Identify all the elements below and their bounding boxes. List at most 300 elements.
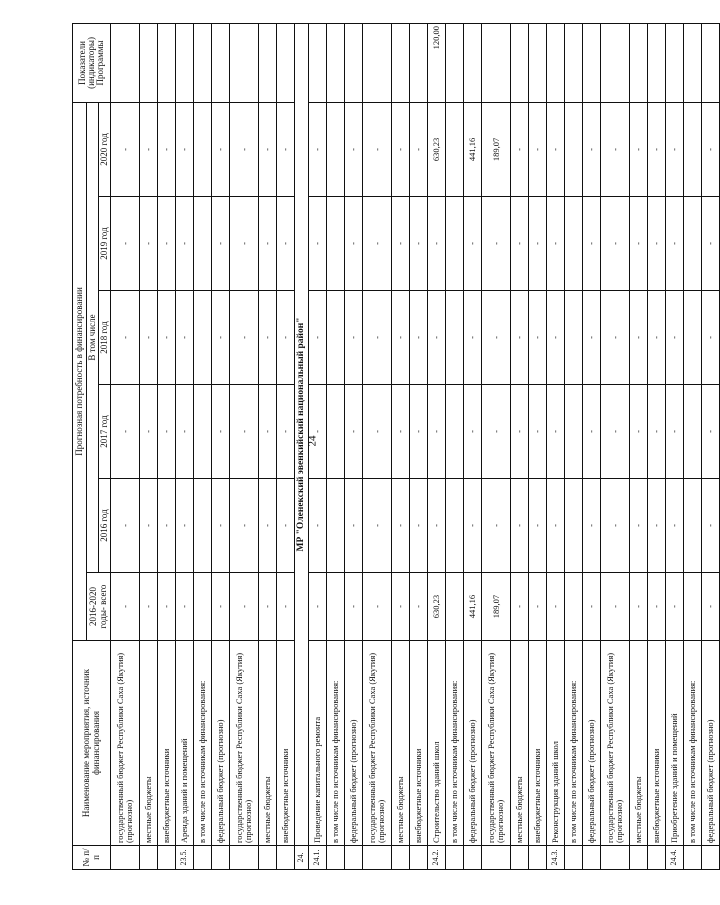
row-name: Реконструкция зданий школ	[547, 641, 565, 846]
cell-2016: -	[428, 479, 446, 573]
cell-total: -	[277, 573, 295, 641]
cell-total: -	[212, 573, 230, 641]
row-number	[259, 846, 277, 870]
row-name: внебюджетные источники	[410, 641, 428, 846]
header-year: 2016 год	[99, 479, 111, 573]
section-title: МР "Оленекский эвенкийский национальный район"	[295, 23, 309, 845]
cell-2016	[194, 479, 212, 573]
cell-2020	[684, 102, 702, 196]
cell-2017: -	[212, 385, 230, 479]
cell-2017: -	[583, 385, 601, 479]
cell-2018: -	[309, 291, 327, 385]
cell-total: 441,16	[464, 573, 482, 641]
cell-2018: -	[259, 291, 277, 385]
row-number: 23.5.	[176, 846, 194, 870]
cell-2016: -	[702, 479, 720, 573]
cell-2019: -	[648, 197, 666, 291]
cell-total: -	[140, 573, 158, 641]
cell-2016: -	[511, 479, 529, 573]
cell-indicator	[648, 23, 666, 102]
cell-2020: -	[230, 102, 259, 196]
cell-indicator	[565, 23, 583, 102]
header-year: 2017 год	[99, 385, 111, 479]
cell-2016: -	[648, 479, 666, 573]
table-row	[648, 23, 666, 869]
header-total-top: 2016-2020	[88, 587, 99, 626]
row-number	[482, 846, 511, 870]
cell-2020	[194, 102, 212, 196]
row-number: 24.2.	[428, 846, 446, 870]
header-year: 2020 год	[99, 102, 111, 196]
cell-2017: -	[601, 385, 630, 479]
table-row	[482, 23, 511, 869]
cell-2016: -	[666, 479, 684, 573]
row-number	[212, 846, 230, 870]
cell-2017: -	[482, 385, 511, 479]
row-name: государственный бюджет Республики Саха (Якутия) (прогнозно)	[363, 641, 392, 846]
row-number	[529, 846, 547, 870]
cell-2017: -	[630, 385, 648, 479]
cell-2019: -	[176, 197, 194, 291]
cell-2016: -	[410, 479, 428, 573]
cell-2016	[327, 479, 345, 573]
table-row	[111, 23, 140, 869]
cell-2017: -	[547, 385, 565, 479]
cell-2016: -	[277, 479, 295, 573]
cell-2020: -	[547, 102, 565, 196]
cell-2017	[684, 385, 702, 479]
cell-2017: -	[648, 385, 666, 479]
cell-2019: -	[212, 197, 230, 291]
cell-2020: -	[702, 102, 720, 196]
cell-indicator	[309, 23, 327, 102]
cell-2017: -	[277, 385, 295, 479]
cell-2019	[565, 197, 583, 291]
cell-indicator	[212, 23, 230, 102]
cell-indicator	[547, 23, 565, 102]
cell-total: 189,07	[482, 573, 511, 641]
cell-total: -	[511, 573, 529, 641]
row-name: в том числе по источникам финансирования:	[684, 641, 702, 846]
cell-2020: -	[511, 102, 529, 196]
table-row	[666, 23, 684, 869]
row-number	[702, 846, 720, 870]
cell-2017: -	[529, 385, 547, 479]
row-number	[583, 846, 601, 870]
cell-2020: -	[345, 102, 363, 196]
cell-2018: -	[702, 291, 720, 385]
cell-indicator	[230, 23, 259, 102]
cell-2020: -	[363, 102, 392, 196]
cell-indicator	[529, 23, 547, 102]
cell-2019: -	[259, 197, 277, 291]
cell-total: -	[309, 573, 327, 641]
table-row	[327, 23, 345, 869]
row-number	[363, 846, 392, 870]
cell-2020: 189,07	[482, 102, 511, 196]
section-row	[295, 23, 309, 869]
cell-2018: -	[583, 291, 601, 385]
cell-2019: -	[309, 197, 327, 291]
cell-total: -	[392, 573, 410, 641]
cell-2018	[327, 291, 345, 385]
row-name: федеральный бюджет (прогнозно)	[583, 641, 601, 846]
cell-2016: -	[464, 479, 482, 573]
cell-indicator: 120,00	[428, 23, 446, 102]
header-year: 2018 год	[99, 291, 111, 385]
row-number	[230, 846, 259, 870]
cell-2020: -	[392, 102, 410, 196]
cell-total: -	[176, 573, 194, 641]
cell-total: -	[630, 573, 648, 641]
cell-2019: -	[702, 197, 720, 291]
cell-2018: -	[111, 291, 140, 385]
table-row	[601, 23, 630, 869]
cell-2020: 630,23	[428, 102, 446, 196]
table-row	[392, 23, 410, 869]
cell-2016: -	[482, 479, 511, 573]
cell-total: -	[345, 573, 363, 641]
cell-total: -	[583, 573, 601, 641]
cell-2016: -	[111, 479, 140, 573]
row-number	[277, 846, 295, 870]
cell-2016: -	[363, 479, 392, 573]
cell-2016: -	[529, 479, 547, 573]
cell-2020: -	[176, 102, 194, 196]
cell-2017: -	[392, 385, 410, 479]
cell-2017: -	[259, 385, 277, 479]
cell-total: -	[363, 573, 392, 641]
cell-2020	[565, 102, 583, 196]
row-number	[511, 846, 529, 870]
row-number	[630, 846, 648, 870]
cell-2016: -	[176, 479, 194, 573]
cell-2018: -	[482, 291, 511, 385]
table-row	[446, 23, 464, 869]
cell-indicator	[259, 23, 277, 102]
cell-2018: -	[529, 291, 547, 385]
cell-2019: -	[529, 197, 547, 291]
rotated-page-content	[72, 24, 716, 870]
cell-2016	[446, 479, 464, 573]
row-name: государственный бюджет Республики Саха (Якутия) (прогнозно)	[482, 641, 511, 846]
cell-2017	[194, 385, 212, 479]
cell-2020: -	[259, 102, 277, 196]
header-indicators: Показатели (индикаторы) Программы	[73, 23, 111, 102]
header-incl: В том числе	[87, 102, 99, 572]
cell-2016: -	[345, 479, 363, 573]
cell-2016: -	[601, 479, 630, 573]
cell-indicator	[583, 23, 601, 102]
table-row	[363, 23, 392, 869]
cell-2019: -	[158, 197, 176, 291]
cell-2019: -	[410, 197, 428, 291]
cell-2017: -	[111, 385, 140, 479]
cell-total: -	[529, 573, 547, 641]
cell-2020	[327, 102, 345, 196]
cell-2019: -	[601, 197, 630, 291]
cell-indicator	[111, 23, 140, 102]
row-number	[158, 846, 176, 870]
table-row	[194, 23, 212, 869]
row-number: 24.	[295, 846, 309, 870]
cell-indicator	[327, 23, 345, 102]
table-row	[230, 23, 259, 869]
row-number	[345, 846, 363, 870]
cell-2017	[327, 385, 345, 479]
row-name: Приобретение зданий и помещений	[666, 641, 684, 846]
row-name: Аренда зданий и помещений	[176, 641, 194, 846]
cell-2020: -	[140, 102, 158, 196]
cell-2019: -	[482, 197, 511, 291]
row-name: в том числе по источникам финансирования:	[565, 641, 583, 846]
row-name: внебюджетные источники	[158, 641, 176, 846]
cell-2019: -	[583, 197, 601, 291]
cell-2016: -	[583, 479, 601, 573]
cell-2016	[684, 479, 702, 573]
header-year: 2019 год	[99, 197, 111, 291]
cell-2018: -	[277, 291, 295, 385]
cell-2017: -	[345, 385, 363, 479]
cell-2017: -	[309, 385, 327, 479]
cell-2016: -	[259, 479, 277, 573]
cell-2019: -	[630, 197, 648, 291]
cell-indicator	[702, 23, 720, 102]
cell-2020: -	[410, 102, 428, 196]
cell-total: 630,23	[428, 573, 446, 641]
cell-2017: -	[666, 385, 684, 479]
cell-2020: -	[529, 102, 547, 196]
table-row	[212, 23, 230, 869]
cell-total: -	[702, 573, 720, 641]
cell-2017: -	[428, 385, 446, 479]
header-num: № п/п	[73, 846, 111, 870]
cell-2018	[446, 291, 464, 385]
table-row	[565, 23, 583, 869]
cell-indicator	[684, 23, 702, 102]
cell-indicator	[176, 23, 194, 102]
cell-2016: -	[630, 479, 648, 573]
cell-2018: -	[428, 291, 446, 385]
cell-2018: -	[464, 291, 482, 385]
cell-2018: -	[363, 291, 392, 385]
table-row	[176, 23, 194, 869]
table-row	[140, 23, 158, 869]
cell-indicator	[277, 23, 295, 102]
cell-2017: -	[511, 385, 529, 479]
cell-total	[565, 573, 583, 641]
cell-total: -	[259, 573, 277, 641]
table-container	[72, 24, 716, 870]
cell-2019: -	[140, 197, 158, 291]
cell-indicator	[630, 23, 648, 102]
cell-2017	[446, 385, 464, 479]
row-name: государственный бюджет Республики Саха (Якутия) (прогнозно)	[111, 641, 140, 846]
row-name: Строительство зданий школ	[428, 641, 446, 846]
cell-total	[327, 573, 345, 641]
row-name: федеральный бюджет (прогнозно)	[464, 641, 482, 846]
cell-2020: -	[583, 102, 601, 196]
cell-2018	[684, 291, 702, 385]
row-name: местные бюджеты	[140, 641, 158, 846]
cell-2018: -	[212, 291, 230, 385]
cell-2018: -	[547, 291, 565, 385]
cell-2019: -	[230, 197, 259, 291]
cell-indicator	[446, 23, 464, 102]
cell-2020	[446, 102, 464, 196]
row-number	[194, 846, 212, 870]
cell-2018: -	[345, 291, 363, 385]
row-name: местные бюджеты	[511, 641, 529, 846]
table-row	[464, 23, 482, 869]
row-name: внебюджетные источники	[648, 641, 666, 846]
header-name: Наименование мероприятия, источник финансирования	[73, 641, 111, 846]
header-total-bottom: годы- всего	[97, 584, 108, 629]
cell-2018: -	[230, 291, 259, 385]
cell-indicator	[194, 23, 212, 102]
cell-total: -	[410, 573, 428, 641]
cell-2020: -	[111, 102, 140, 196]
cell-2019: -	[464, 197, 482, 291]
row-name: внебюджетные источники	[277, 641, 295, 846]
cell-2019	[327, 197, 345, 291]
cell-2018: -	[601, 291, 630, 385]
row-number	[684, 846, 702, 870]
cell-indicator	[392, 23, 410, 102]
cell-2017: -	[363, 385, 392, 479]
row-number	[565, 846, 583, 870]
cell-total: -	[648, 573, 666, 641]
funding-table	[72, 23, 720, 870]
cell-2016	[565, 479, 583, 573]
table-row	[702, 23, 720, 869]
table-row	[277, 23, 295, 869]
row-number	[464, 846, 482, 870]
row-name: государственный бюджет Республики Саха (Якутия) (прогнозно)	[601, 641, 630, 846]
cell-total	[446, 573, 464, 641]
row-number	[392, 846, 410, 870]
page-number: 24	[306, 435, 319, 447]
row-name: федеральный бюджет (прогнозно)	[702, 641, 720, 846]
row-number	[111, 846, 140, 870]
cell-2017: -	[176, 385, 194, 479]
cell-2019: -	[111, 197, 140, 291]
row-name: местные бюджеты	[259, 641, 277, 846]
table-row	[309, 23, 327, 869]
row-name: Проведение капитального ремонта	[309, 641, 327, 846]
cell-total: -	[158, 573, 176, 641]
header-total	[87, 573, 111, 641]
cell-2018: -	[176, 291, 194, 385]
table-row	[547, 23, 565, 869]
cell-2019: -	[345, 197, 363, 291]
cell-2016: -	[140, 479, 158, 573]
cell-total: -	[666, 573, 684, 641]
cell-total: -	[601, 573, 630, 641]
cell-indicator	[363, 23, 392, 102]
cell-2020: -	[212, 102, 230, 196]
cell-2018	[194, 291, 212, 385]
cell-2020: 441,16	[464, 102, 482, 196]
cell-2017: -	[410, 385, 428, 479]
row-name: местные бюджеты	[392, 641, 410, 846]
cell-total: -	[111, 573, 140, 641]
cell-2018: -	[511, 291, 529, 385]
cell-2019: -	[666, 197, 684, 291]
cell-2017: -	[464, 385, 482, 479]
cell-2020: -	[309, 102, 327, 196]
cell-2016: -	[309, 479, 327, 573]
row-name: в том числе по источникам финансирования:	[194, 641, 212, 846]
row-number	[648, 846, 666, 870]
row-name: внебюджетные источники	[529, 641, 547, 846]
row-number: 24.1.	[309, 846, 327, 870]
table-row	[345, 23, 363, 869]
cell-indicator	[511, 23, 529, 102]
cell-2016: -	[230, 479, 259, 573]
row-number: 24.3.	[547, 846, 565, 870]
cell-2020: -	[277, 102, 295, 196]
row-number	[410, 846, 428, 870]
cell-2018: -	[158, 291, 176, 385]
cell-2018: -	[648, 291, 666, 385]
row-name: федеральный бюджет (прогнозно)	[345, 641, 363, 846]
cell-2018: -	[140, 291, 158, 385]
cell-2018	[565, 291, 583, 385]
cell-2019: -	[363, 197, 392, 291]
cell-2019: -	[428, 197, 446, 291]
row-number: 24.4.	[666, 846, 684, 870]
cell-2017: -	[140, 385, 158, 479]
row-number	[327, 846, 345, 870]
cell-total: -	[547, 573, 565, 641]
row-number	[140, 846, 158, 870]
cell-2016: -	[158, 479, 176, 573]
cell-2018: -	[392, 291, 410, 385]
cell-2018: -	[630, 291, 648, 385]
cell-2020: -	[648, 102, 666, 196]
cell-indicator	[601, 23, 630, 102]
cell-indicator	[410, 23, 428, 102]
cell-2019	[684, 197, 702, 291]
cell-indicator	[158, 23, 176, 102]
cell-2016: -	[212, 479, 230, 573]
cell-total: -	[230, 573, 259, 641]
cell-2017: -	[702, 385, 720, 479]
cell-2018: -	[666, 291, 684, 385]
cell-2018: -	[410, 291, 428, 385]
cell-indicator	[666, 23, 684, 102]
table-body	[111, 23, 720, 869]
table-row	[259, 23, 277, 869]
cell-2020: -	[158, 102, 176, 196]
cell-indicator	[140, 23, 158, 102]
cell-total	[194, 573, 212, 641]
table-row	[428, 23, 446, 869]
row-name: государственный бюджет Республики Саха (Якутия) (прогнозно)	[230, 641, 259, 846]
cell-2017	[565, 385, 583, 479]
cell-2017: -	[230, 385, 259, 479]
cell-indicator	[482, 23, 511, 102]
cell-2019	[194, 197, 212, 291]
row-name: федеральный бюджет (прогнозно)	[212, 641, 230, 846]
cell-2016: -	[547, 479, 565, 573]
table-row	[511, 23, 529, 869]
cell-indicator	[464, 23, 482, 102]
cell-2020: -	[630, 102, 648, 196]
cell-2016: -	[392, 479, 410, 573]
table-row	[410, 23, 428, 869]
